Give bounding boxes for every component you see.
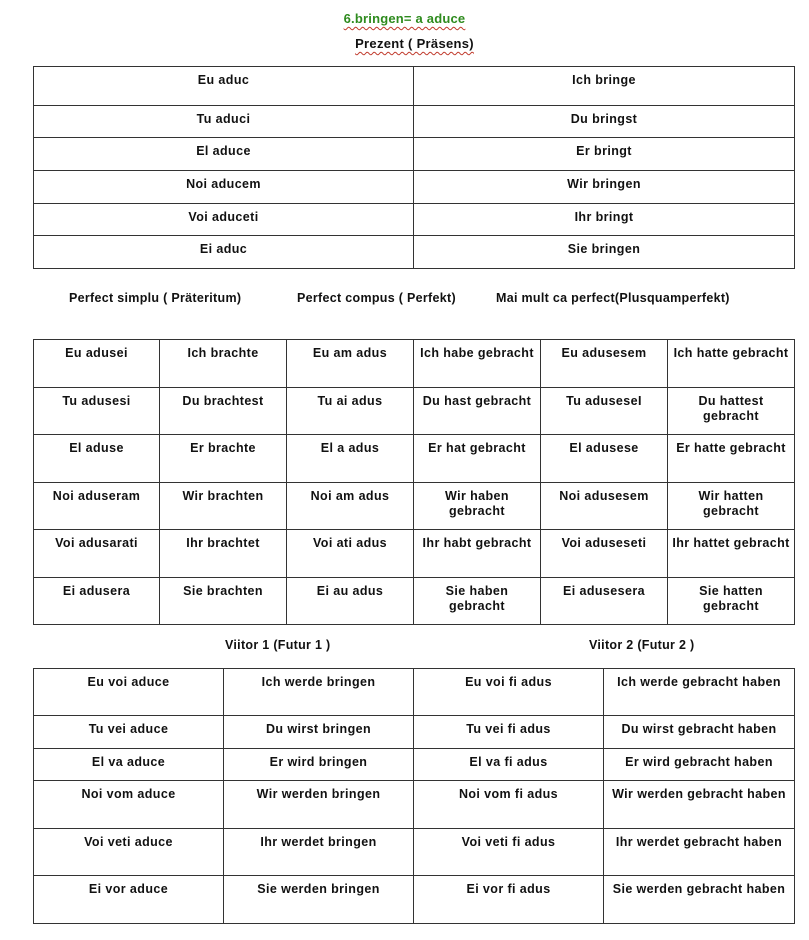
table-cell: Ihr werdet bringen	[224, 829, 414, 876]
table-cell: Ich hatte gebracht	[668, 340, 795, 388]
plusquamperfekt-heading: Mai mult ca perfect(Plusquamperfekt)	[496, 291, 730, 305]
past-row	[34, 388, 795, 435]
table-cell: Ihr brachtet	[160, 530, 287, 578]
table-cell: Voi veti aduce	[34, 829, 224, 876]
table-cell: Du wirst gebracht haben	[604, 716, 795, 749]
table-cell: Ihr werdet gebracht haben	[604, 829, 795, 876]
table-cell: El aduse	[34, 435, 160, 483]
present-heading: Prezent ( Präsens)	[355, 36, 474, 51]
table-cell: Ei aduc	[34, 236, 414, 269]
present-row	[34, 236, 795, 269]
present-row	[34, 204, 795, 236]
table-cell: Eu adusesem	[541, 340, 668, 388]
past-row	[34, 578, 795, 625]
table-cell: Er hatte gebracht	[668, 435, 795, 483]
table-cell: Wir haben gebracht	[414, 483, 541, 530]
future-table	[33, 668, 795, 924]
table-cell: Eu am adus	[287, 340, 414, 388]
table-cell: El adusese	[541, 435, 668, 483]
table-cell: Du bringst	[414, 106, 795, 138]
table-cell: Er wird gebracht haben	[604, 749, 795, 781]
table-cell: Ei au adus	[287, 578, 414, 625]
future-row	[34, 781, 795, 829]
table-cell: Ich habe gebracht	[414, 340, 541, 388]
past-row	[34, 530, 795, 578]
table-cell: Wir brachten	[160, 483, 287, 530]
table-cell: Voi aduseseti	[541, 530, 668, 578]
table-cell: Sie hatten gebracht	[668, 578, 795, 625]
present-row	[34, 138, 795, 171]
future-row	[34, 669, 795, 716]
table-cell: Noi adusesem	[541, 483, 668, 530]
table-cell: Noi aduseram	[34, 483, 160, 530]
future-row	[34, 749, 795, 781]
future-row	[34, 876, 795, 924]
table-cell: Tu ai adus	[287, 388, 414, 435]
present-row	[34, 171, 795, 204]
table-cell: Ich bringe	[414, 67, 795, 106]
table-cell: Ei vor aduce	[34, 876, 224, 924]
present-row	[34, 106, 795, 138]
table-cell: Eu aduc	[34, 67, 414, 106]
table-cell: Noi am adus	[287, 483, 414, 530]
future-row	[34, 829, 795, 876]
table-cell: Eu voi fi adus	[414, 669, 604, 716]
table-cell: Du brachtest	[160, 388, 287, 435]
table-cell: Voi ati adus	[287, 530, 414, 578]
table-cell: Noi vom fi adus	[414, 781, 604, 829]
table-cell: Ei adusesera	[541, 578, 668, 625]
present-row	[34, 67, 795, 106]
table-cell: Ei vor fi adus	[414, 876, 604, 924]
past-row	[34, 435, 795, 483]
table-cell: Er bringt	[414, 138, 795, 171]
table-cell: Tu vei aduce	[34, 716, 224, 749]
table-cell: El aduce	[34, 138, 414, 171]
table-cell: Noi vom aduce	[34, 781, 224, 829]
past-table	[33, 339, 795, 625]
past-row	[34, 483, 795, 530]
past-row	[34, 340, 795, 388]
table-cell: Du wirst bringen	[224, 716, 414, 749]
table-cell: Du hast gebracht	[414, 388, 541, 435]
table-cell: Ich brachte	[160, 340, 287, 388]
table-cell: Sie werden bringen	[224, 876, 414, 924]
table-cell: Sie bringen	[414, 236, 795, 269]
table-cell: Voi aduceti	[34, 204, 414, 236]
table-cell: Er hat gebracht	[414, 435, 541, 483]
table-cell: Eu adusei	[34, 340, 160, 388]
table-cell: Sie haben gebracht	[414, 578, 541, 625]
table-cell: Tu vei fi adus	[414, 716, 604, 749]
futur1-heading: Viitor 1 (Futur 1 )	[225, 638, 331, 652]
present-table	[33, 66, 795, 269]
table-cell: Wir werden bringen	[224, 781, 414, 829]
perfekt-heading: Perfect compus ( Perfekt)	[297, 291, 456, 305]
table-cell: Du hattest gebracht	[668, 388, 795, 435]
table-cell: Wir bringen	[414, 171, 795, 204]
table-cell: Sie brachten	[160, 578, 287, 625]
table-cell: Ich werde bringen	[224, 669, 414, 716]
table-cell: Ei adusera	[34, 578, 160, 625]
table-cell: Noi aducem	[34, 171, 414, 204]
table-cell: Tu aduci	[34, 106, 414, 138]
futur2-heading: Viitor 2 (Futur 2 )	[589, 638, 695, 652]
future-row	[34, 716, 795, 749]
table-cell: Ihr hattet gebracht	[668, 530, 795, 578]
table-cell: Wir werden gebracht haben	[604, 781, 795, 829]
table-cell: Er wird bringen	[224, 749, 414, 781]
table-cell: Ihr bringt	[414, 204, 795, 236]
table-cell: Tu adusesi	[34, 388, 160, 435]
preteritum-heading: Perfect simplu ( Präteritum)	[69, 291, 242, 305]
table-cell: Eu voi aduce	[34, 669, 224, 716]
table-cell: Tu aduseseI	[541, 388, 668, 435]
table-cell: Voi adusarati	[34, 530, 160, 578]
table-cell: Ich werde gebracht haben	[604, 669, 795, 716]
table-cell: El a adus	[287, 435, 414, 483]
table-cell: El va aduce	[34, 749, 224, 781]
table-cell: Wir hatten gebracht	[668, 483, 795, 530]
table-cell: El va fi adus	[414, 749, 604, 781]
table-cell: Sie werden gebracht haben	[604, 876, 795, 924]
page-title: 6.bringen= a aduce	[343, 11, 466, 26]
table-cell: Voi veti fi adus	[414, 829, 604, 876]
table-cell: Ihr habt gebracht	[414, 530, 541, 578]
table-cell: Er brachte	[160, 435, 287, 483]
